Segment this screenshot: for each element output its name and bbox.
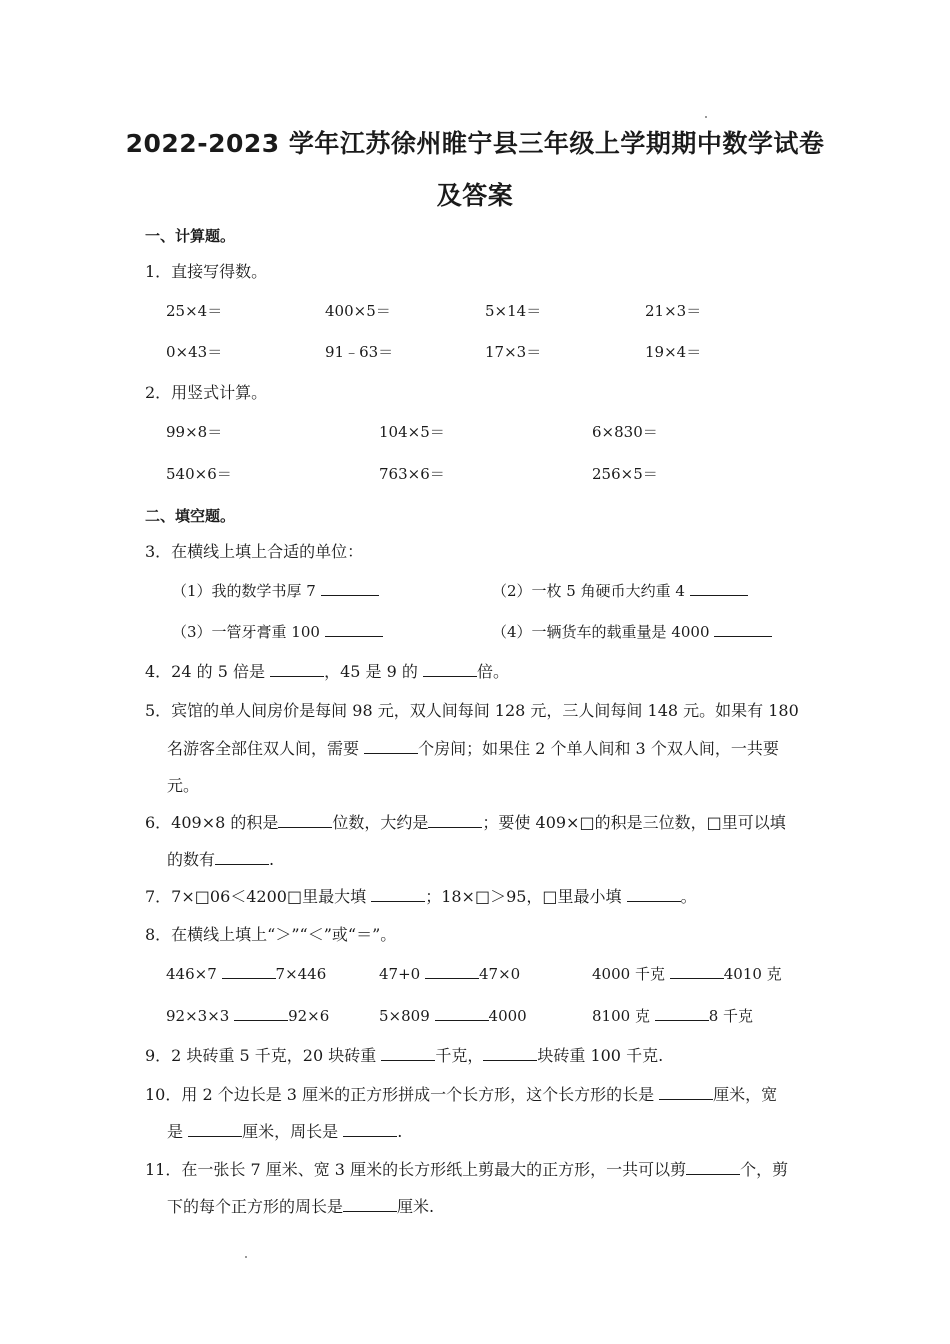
q2-item: 256×5＝ [592, 465, 658, 483]
answer-blank[interactable] [428, 813, 482, 828]
q3-item [492, 622, 772, 642]
answer-blank[interactable] [423, 662, 477, 677]
q6-text: 6．409×8 的积是 [145, 813, 279, 832]
question-1-prompt: 1．直接写得数。 [145, 262, 268, 281]
q4-text: 倍。 [476, 662, 509, 681]
q5-text: 名游客全部住双人间，需要 [167, 739, 360, 758]
q11-text: 11．在一张长 7 厘米、宽 3 厘米的长方形纸上剪最大的正方形，一共可以剪 [145, 1160, 687, 1179]
q8-compare [166, 1006, 329, 1026]
q3-item-text: （3）一管牙膏重 100 [172, 623, 320, 641]
q8-right: 92×6 [288, 1007, 330, 1025]
q2-item: 763×6＝ [379, 465, 445, 483]
q1-item: 19×4＝ [645, 343, 702, 361]
question-8-prompt: 8．在横线上填上“＞”“＜”或“＝”。 [145, 925, 397, 944]
q8-compare [592, 964, 782, 984]
scan-speck [245, 1256, 247, 1258]
q7-text: ；18×□＞95，□里最小填 [425, 887, 622, 906]
question-10-line2 [167, 1122, 402, 1142]
page-title-line1: 2022-2023 学年江苏徐州睢宁县三年级上学期期中数学试卷 [125, 129, 825, 158]
q8-left: 5×809 [379, 1007, 430, 1025]
q4-text: 4．24 的 5 倍是 [145, 662, 265, 681]
question-5-line3: 元。 [167, 776, 200, 795]
q8-compare [592, 1006, 753, 1026]
answer-blank[interactable] [188, 1122, 242, 1137]
q1-item: 25×4＝ [166, 302, 223, 320]
answer-blank[interactable] [215, 850, 269, 865]
q8-left: 8100 克 [592, 1007, 650, 1025]
q3-item-text: （2）一枚 5 角硬币大约重 4 [492, 582, 685, 600]
q6-text: . [269, 850, 275, 869]
q8-right: 4000 [488, 1007, 527, 1025]
question-2-prompt: 2．用竖式计算。 [145, 383, 268, 402]
q9-text: 9．2 块砖重 5 千克，20 块砖重 [145, 1046, 377, 1065]
q8-right: 8 千克 [708, 1007, 754, 1025]
answer-blank[interactable] [278, 813, 332, 828]
answer-blank[interactable] [686, 1160, 740, 1175]
question-6-line2 [167, 850, 274, 870]
answer-blank[interactable] [435, 1006, 489, 1021]
q8-compare [166, 964, 326, 984]
q3-item [492, 581, 748, 601]
answer-blank[interactable] [343, 1197, 397, 1212]
question-11-line2 [167, 1197, 434, 1217]
q8-right: 4010 克 [723, 965, 782, 983]
q3-item-text: （1）我的数学书厚 7 [172, 582, 316, 600]
q8-left: 4000 千克 [592, 965, 665, 983]
q2-item: 104×5＝ [379, 423, 445, 441]
q7-text: 7．7×□06＜4200□里最大填 [145, 887, 367, 906]
q11-text: 厘米. [397, 1197, 435, 1216]
q10-text: . [397, 1122, 403, 1141]
q1-item: 91﹣63＝ [325, 343, 394, 361]
q3-item-text: （4）一辆货车的载重量是 4000 [492, 623, 710, 641]
q2-item: 6×830＝ [592, 423, 658, 441]
question-9 [145, 1046, 663, 1066]
q6-text: 位数，大约是 [332, 813, 429, 832]
section-heading-calculation: 一、计算题。 [145, 227, 236, 245]
q1-item: 0×43＝ [166, 343, 223, 361]
question-5-line1: 5．宾馆的单人间房价是每间 98 元，双人间每间 128 元，三人间每间 148 元。如果有 180 [145, 701, 799, 720]
answer-blank[interactable] [425, 964, 479, 979]
q7-text: 。 [680, 887, 697, 906]
q3-item [172, 581, 379, 601]
answer-blank[interactable] [690, 581, 748, 596]
q9-text: 千克， [435, 1046, 484, 1065]
answer-blank[interactable] [627, 887, 681, 902]
answer-blank[interactable] [364, 739, 418, 754]
answer-blank[interactable] [270, 662, 324, 677]
answer-blank[interactable] [234, 1006, 288, 1021]
q8-left: 92×3×3 [166, 1007, 230, 1025]
answer-blank[interactable] [381, 1046, 435, 1061]
q10-text: 厘米，周长是 [242, 1122, 339, 1141]
answer-blank[interactable] [670, 964, 724, 979]
q6-text: ；要使 409×□的积是三位数，□里可以填 [482, 813, 786, 832]
q8-right: 47×0 [478, 965, 521, 983]
q6-text: 的数有 [167, 850, 216, 869]
question-4 [145, 662, 509, 682]
q8-left: 47+0 [379, 965, 421, 983]
answer-blank[interactable] [371, 887, 425, 902]
q1-item: 400×5＝ [325, 302, 391, 320]
q8-compare [379, 964, 520, 984]
q8-compare [379, 1006, 527, 1026]
question-3-prompt: 3．在横线上填上合适的单位： [145, 542, 364, 561]
question-6-line1 [145, 813, 786, 833]
q9-text: 块砖重 100 千克. [537, 1046, 664, 1065]
q10-text: 厘米，宽 [713, 1085, 778, 1104]
answer-blank[interactable] [222, 964, 276, 979]
q11-text: 下的每个正方形的周长是 [167, 1197, 344, 1216]
q4-text: ，45 是 9 的 [324, 662, 418, 681]
q1-item: 21×3＝ [645, 302, 702, 320]
page-title-line2: 及答案 [436, 181, 514, 210]
question-5-line2 [167, 739, 779, 759]
answer-blank[interactable] [655, 1006, 709, 1021]
q5-text: 个房间；如果住 2 个单人间和 3 个双人间，一共要 [418, 739, 779, 758]
q11-text: 个，剪 [740, 1160, 789, 1179]
answer-blank[interactable] [659, 1085, 713, 1100]
answer-blank[interactable] [343, 1122, 397, 1137]
q10-text: 是 [167, 1122, 184, 1141]
answer-blank[interactable] [321, 581, 379, 596]
q2-item: 540×6＝ [166, 465, 232, 483]
answer-blank[interactable] [325, 622, 383, 637]
q3-item [172, 622, 383, 642]
q8-right: 7×446 [275, 965, 327, 983]
scan-speck [705, 116, 707, 118]
answer-blank[interactable] [483, 1046, 537, 1061]
q8-left: 446×7 [166, 965, 217, 983]
q1-item: 5×14＝ [485, 302, 542, 320]
answer-blank[interactable] [714, 622, 772, 637]
question-7 [145, 887, 697, 907]
q1-item: 17×3＝ [485, 343, 542, 361]
question-10-line1 [145, 1085, 777, 1105]
q2-item: 99×8＝ [166, 423, 223, 441]
question-11-line1 [145, 1160, 788, 1180]
section-heading-fill-in: 二、填空题。 [145, 507, 236, 525]
q10-text: 10．用 2 个边长是 3 厘米的正方形拼成一个长方形，这个长方形的长是 [145, 1085, 655, 1104]
